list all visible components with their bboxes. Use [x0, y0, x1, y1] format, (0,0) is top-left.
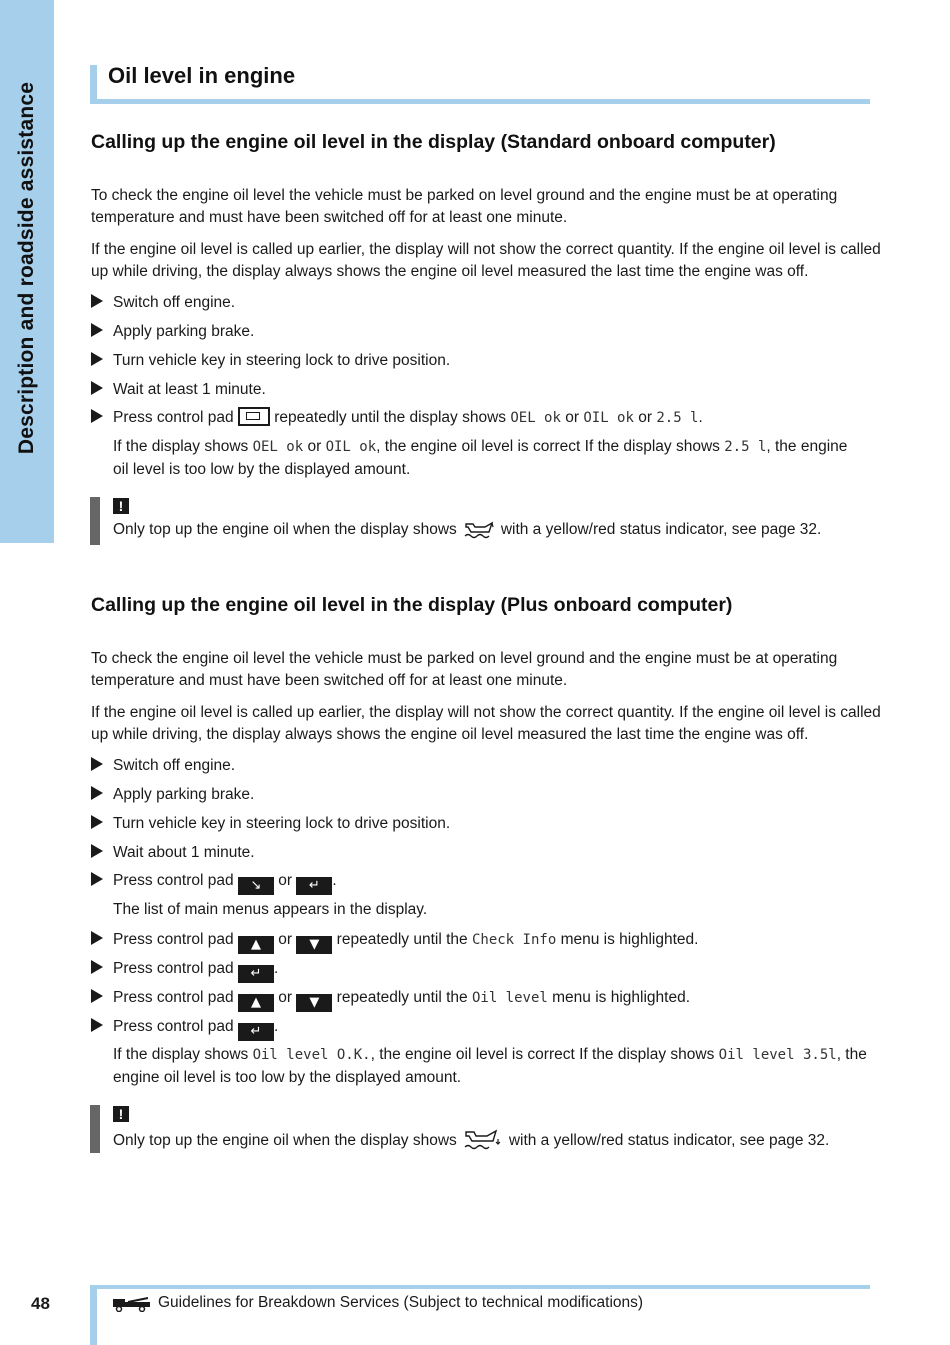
- exclamation-icon: !: [113, 1106, 129, 1122]
- enter-key-icon: ↵: [238, 1023, 274, 1041]
- reset-key-icon: ↘: [238, 877, 274, 895]
- list-item: Apply parking brake.: [91, 784, 881, 806]
- bullet-arrow-icon: [91, 989, 103, 1003]
- list-item: Press control pad repeatedly until the display shows OEL ok or OIL ok or 2.5 l.: [91, 407, 881, 429]
- bullet-arrow-icon: [91, 381, 103, 395]
- side-tab-label: Description and roadside assistance: [15, 81, 38, 455]
- enter-key-icon: ↵: [296, 877, 332, 895]
- side-tab: [0, 0, 54, 543]
- warning-text: Only top up the engine oil when the display shows with a yellow/red status indicator, see page 32.: [113, 521, 822, 538]
- page-title: Oil level in engine: [108, 63, 296, 88]
- standard-heading: Calling up the engine oil level in the display (Standard onboard computer): [91, 131, 776, 153]
- footer-text: Guidelines for Breakdown Services (Subject to technical modifications): [158, 1294, 644, 1311]
- bullet-arrow-icon: [91, 872, 103, 886]
- list-item: Press control pad ↘ or ↵ .: [91, 870, 881, 895]
- oil-can-icon: [463, 1127, 503, 1151]
- tow-truck-icon: [112, 1296, 152, 1312]
- bullet-arrow-icon: [91, 1018, 103, 1032]
- enter-key-icon: ↵: [238, 965, 274, 983]
- warning-text: Only top up the engine oil when the display shows with a yellow/red status indicator, see page 32.: [113, 1127, 829, 1152]
- page-number: 48: [31, 1294, 50, 1313]
- bullet-arrow-icon: [91, 294, 103, 308]
- main-menu-note: The list of main menus appears in the display.: [113, 901, 428, 918]
- list-item: Turn vehicle key in steering lock to drive position.: [91, 350, 881, 372]
- up-key-icon: ▲: [238, 994, 274, 1012]
- plus-para-2: If the engine oil level is called up earlier, the display will not show the correct quantity. If the engine oil level is called up while driving, the display always shows the engine oil level measured the last time the engine was off.: [91, 704, 881, 743]
- list-item: Press control pad ↵ .: [91, 1016, 881, 1041]
- bullet-arrow-icon: [91, 786, 103, 800]
- up-key-icon: ▲: [238, 936, 274, 954]
- result-text: If the display shows Oil level O.K., the engine oil level is correct If the display shows Oil level 3.5l, the: [113, 1046, 867, 1063]
- bullet-arrow-icon: [91, 931, 103, 945]
- down-key-icon: ▼: [296, 994, 332, 1012]
- standard-para-2: If the engine oil level is called up earlier, the display will not show the correct quantity. If the engine oil level is called up while driving, the display always shows the engine oil level measured the last time the engine was off.: [91, 241, 881, 280]
- list-item: Turn vehicle key in steering lock to drive position.: [91, 813, 881, 835]
- result-text: If the display shows OEL ok or OIL ok, the engine oil level is correct If the display shows 2.5 l, the engine: [113, 438, 848, 455]
- list-item: Apply parking brake.: [91, 321, 881, 343]
- list-item: Wait at least 1 minute.: [91, 379, 881, 401]
- plus-para-1: To check the engine oil level the vehicle must be parked on level ground and the engine must be at operating temperature and must have been switched off for at least one minute.: [91, 650, 838, 689]
- list-item: Switch off engine.: [91, 292, 881, 314]
- standard-para-1: To check the engine oil level the vehicle must be parked on level ground and the engine must be at operating temperature and must have been switched off for at least one minute.: [91, 187, 838, 226]
- bullet-arrow-icon: [91, 352, 103, 366]
- bullet-arrow-icon: [91, 323, 103, 337]
- bullet-arrow-icon: [91, 815, 103, 829]
- result-text-2: oil level is too low by the displayed amount.: [113, 461, 411, 478]
- exclamation-icon: !: [113, 498, 129, 514]
- result-text-2: engine oil level is too low by the displayed amount.: [113, 1069, 462, 1086]
- list-item: Wait about 1 minute.: [91, 842, 881, 864]
- bullet-arrow-icon: [91, 409, 103, 423]
- control-pad-display-icon: [238, 407, 270, 426]
- list-item: Press control pad ▲ or ▼ repeatedly until the Oil level menu is highlighted.: [91, 987, 881, 1012]
- list-item: Press control pad ↵ .: [91, 958, 881, 983]
- plus-heading: Calling up the engine oil level in the display (Plus onboard computer): [91, 594, 733, 616]
- bullet-arrow-icon: [91, 844, 103, 858]
- bullet-arrow-icon: [91, 960, 103, 974]
- list-item: Press control pad ▲ or ▼ repeatedly until the Check Info menu is highlighted.: [91, 929, 881, 954]
- oil-can-icon: [463, 520, 495, 540]
- list-item: Switch off engine.: [91, 755, 881, 777]
- bullet-arrow-icon: [91, 757, 103, 771]
- down-key-icon: ▼: [296, 936, 332, 954]
